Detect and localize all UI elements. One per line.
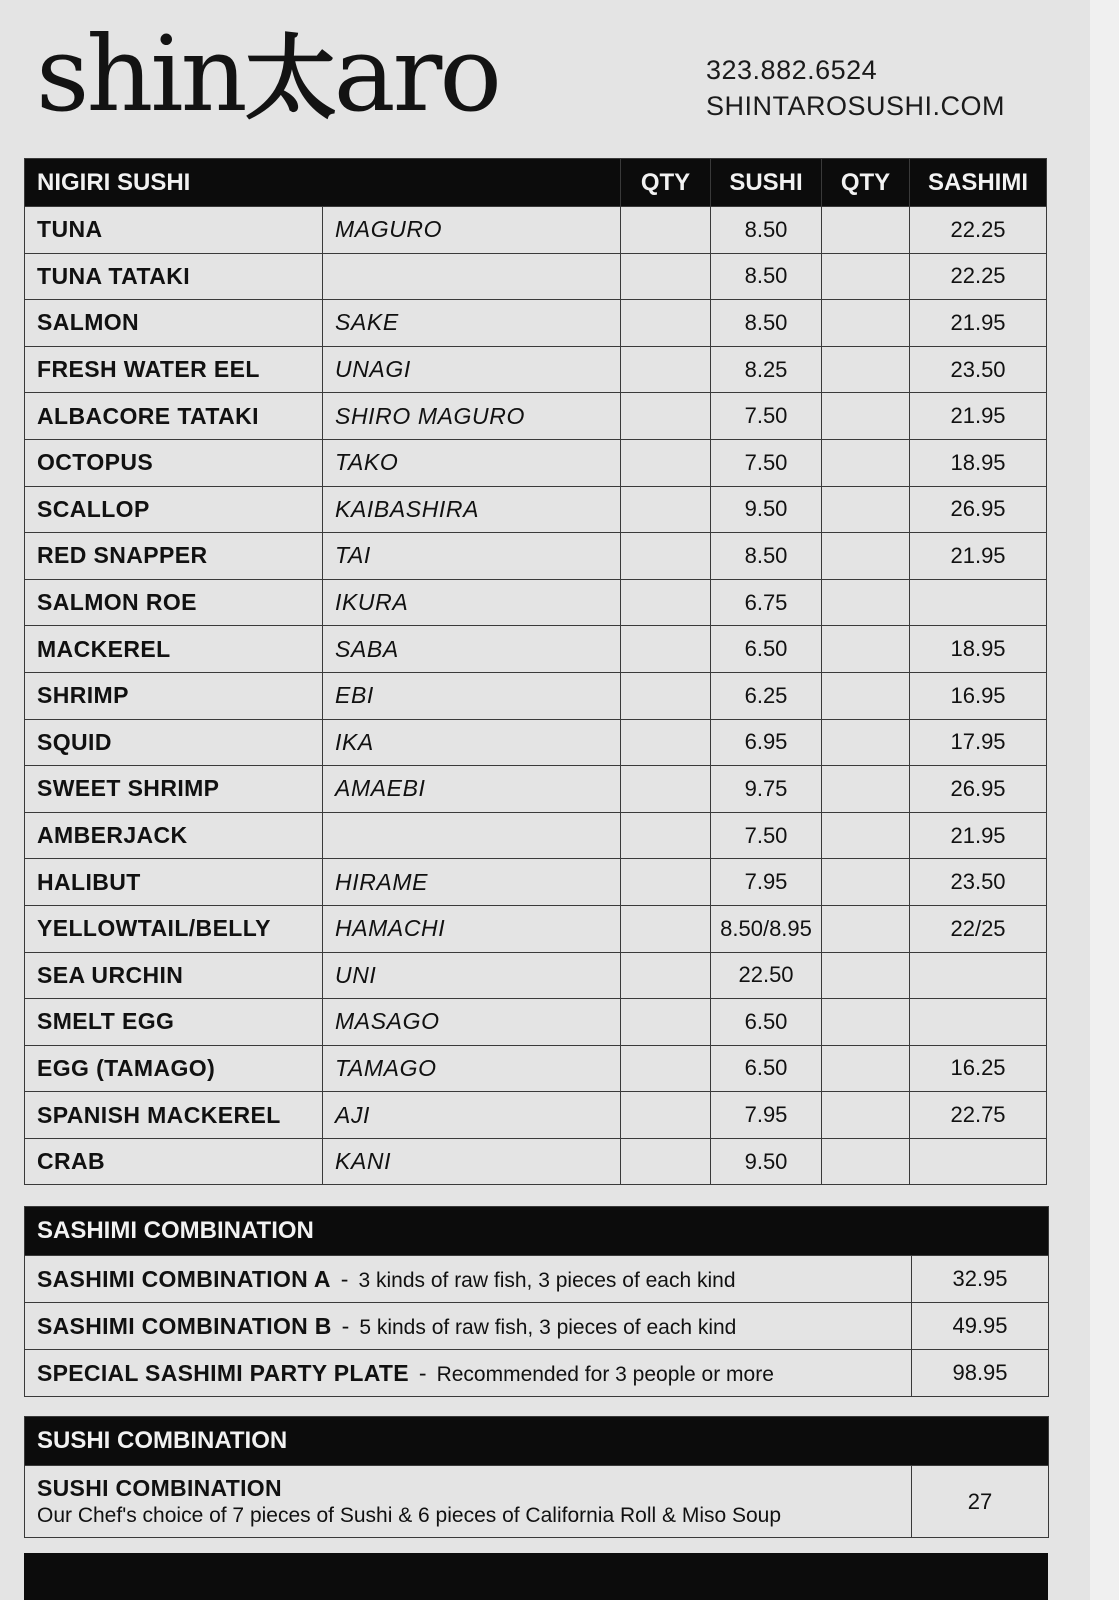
combination-note: 3 kinds of raw fish, 3 pieces of each kind: [358, 1268, 736, 1292]
contact-info: [706, 52, 1005, 124]
sashimi-combination-title: SASHIMI COMBINATION: [25, 1207, 1049, 1256]
sashimi-qty-field[interactable]: [822, 766, 910, 813]
sashimi-qty-field[interactable]: [822, 905, 910, 952]
combination-name: SUSHI COMBINATION: [37, 1475, 282, 1501]
sushi-price: 7.95: [711, 1092, 822, 1139]
sushi-price: 6.95: [711, 719, 822, 766]
sashimi-qty-field[interactable]: [822, 300, 910, 347]
dash-separator: -: [418, 1359, 427, 1386]
sashimi-price-header: SASHIMI: [910, 159, 1047, 207]
sashimi-price: 21.95: [910, 812, 1047, 859]
sashimi-combination-header-row: [25, 1207, 1049, 1256]
sashimi-price: 26.95: [910, 486, 1047, 533]
item-name: SPANISH MACKEREL: [25, 1092, 323, 1139]
combination-description: [25, 1466, 912, 1538]
sushi-price: 9.75: [711, 766, 822, 813]
sashimi-price: 17.95: [910, 719, 1047, 766]
item-japanese-name: KANI: [323, 1138, 621, 1185]
sashimi-price: 21.95: [910, 393, 1047, 440]
sashimi-qty-field[interactable]: [822, 579, 910, 626]
sashimi-qty-field[interactable]: [822, 439, 910, 486]
sashimi-price: 16.95: [910, 672, 1047, 719]
sushi-price: 6.75: [711, 579, 822, 626]
item-name: SMELT EGG: [25, 999, 323, 1046]
nigiri-sushi-table: [24, 158, 1047, 1185]
nigiri-row: [25, 812, 1047, 859]
sashimi-qty-field[interactable]: [822, 393, 910, 440]
item-name: OCTOPUS: [25, 439, 323, 486]
item-japanese-name: KAIBASHIRA: [323, 486, 621, 533]
nigiri-row: [25, 766, 1047, 813]
sushi-qty-field[interactable]: [621, 812, 711, 859]
combination-description: [25, 1256, 912, 1303]
nigiri-row: [25, 952, 1047, 999]
sashimi-price: 21.95: [910, 300, 1047, 347]
combination-description: [25, 1303, 912, 1350]
combination-description: [25, 1350, 912, 1397]
sushi-price: 6.50: [711, 1045, 822, 1092]
sushi-qty-field[interactable]: [621, 859, 711, 906]
combination-note: Recommended for 3 people or more: [436, 1362, 774, 1386]
nigiri-row: [25, 719, 1047, 766]
item-name: AMBERJACK: [25, 812, 323, 859]
sashimi-price: 22.25: [910, 207, 1047, 254]
nigiri-row: [25, 207, 1047, 254]
item-japanese-name: SABA: [323, 626, 621, 673]
sushi-qty-field[interactable]: [621, 719, 711, 766]
sushi-price: 8.50: [711, 253, 822, 300]
sashimi-qty-field[interactable]: [822, 672, 910, 719]
item-japanese-name: UNAGI: [323, 346, 621, 393]
sushi-qty-field[interactable]: [621, 300, 711, 347]
sushi-qty-field[interactable]: [621, 393, 711, 440]
sushi-qty-field[interactable]: [621, 905, 711, 952]
item-japanese-name: MASAGO: [323, 999, 621, 1046]
sashimi-qty-field[interactable]: [822, 533, 910, 580]
nigiri-row: [25, 486, 1047, 533]
sashimi-qty-field[interactable]: [822, 1092, 910, 1139]
sushi-qty-field[interactable]: [621, 486, 711, 533]
item-name: RED SNAPPER: [25, 533, 323, 580]
sashimi-price: [910, 999, 1047, 1046]
sashimi-combination-row: [25, 1350, 1049, 1397]
nigiri-row: [25, 346, 1047, 393]
page-edge: [1090, 0, 1119, 1600]
combination-note: Our Chef's choice of 7 pieces of Sushi & 6 pieces of California Roll & Miso Soup: [37, 1504, 782, 1527]
item-japanese-name: EBI: [323, 672, 621, 719]
combination-price: 27: [912, 1466, 1049, 1538]
combination-name: SPECIAL SASHIMI PARTY PLATE: [37, 1359, 409, 1386]
sashimi-combination-table: [24, 1206, 1049, 1397]
sushi-price: 7.95: [711, 859, 822, 906]
item-japanese-name: HIRAME: [323, 859, 621, 906]
dash-separator: -: [340, 1265, 349, 1292]
sushi-qty-field[interactable]: [621, 579, 711, 626]
sashimi-qty-field[interactable]: [822, 207, 910, 254]
sushi-price: 7.50: [711, 439, 822, 486]
sashimi-price: 16.25: [910, 1045, 1047, 1092]
sashimi-qty-field[interactable]: [822, 253, 910, 300]
sushi-price: 8.50/8.95: [711, 905, 822, 952]
sashimi-qty-field[interactable]: [822, 486, 910, 533]
sushi-qty-field[interactable]: [621, 1138, 711, 1185]
sashimi-qty-field[interactable]: [822, 1138, 910, 1185]
sushi-price: 7.50: [711, 393, 822, 440]
nigiri-row: [25, 439, 1047, 486]
item-name: MACKEREL: [25, 626, 323, 673]
nigiri-row: [25, 579, 1047, 626]
nigiri-title: NIGIRI SUSHI: [25, 159, 621, 207]
sashimi-price: 22.75: [910, 1092, 1047, 1139]
sashimi-price: 22/25: [910, 905, 1047, 952]
logo-text-end: aro: [333, 13, 499, 135]
sushi-qty-field[interactable]: [621, 533, 711, 580]
brand-logo: [36, 13, 499, 135]
next-section-header: [24, 1553, 1048, 1600]
sushi-price: 8.25: [711, 346, 822, 393]
combination-price: 98.95: [912, 1350, 1049, 1397]
sashimi-price: [910, 952, 1047, 999]
sushi-price: 9.50: [711, 1138, 822, 1185]
sushi-price: 8.50: [711, 533, 822, 580]
sushi-price: 22.50: [711, 952, 822, 999]
sashimi-price: 18.95: [910, 626, 1047, 673]
nigiri-row: [25, 393, 1047, 440]
sashimi-price: 21.95: [910, 533, 1047, 580]
sushi-qty-field[interactable]: [621, 766, 711, 813]
sushi-qty-field[interactable]: [621, 999, 711, 1046]
sashimi-price: [910, 579, 1047, 626]
item-name: SCALLOP: [25, 486, 323, 533]
item-japanese-name: AJI: [323, 1092, 621, 1139]
sushi-price: 6.25: [711, 672, 822, 719]
sushi-combination-title: SUSHI COMBINATION: [25, 1417, 1049, 1466]
sushi-price: 6.50: [711, 999, 822, 1046]
item-japanese-name: IKA: [323, 719, 621, 766]
nigiri-row: [25, 859, 1047, 906]
combination-price: 49.95: [912, 1303, 1049, 1350]
sushi-price: 9.50: [711, 486, 822, 533]
sashimi-qty-field[interactable]: [822, 346, 910, 393]
combination-price: 32.95: [912, 1256, 1049, 1303]
item-name: TUNA TATAKI: [25, 253, 323, 300]
nigiri-row: [25, 1138, 1047, 1185]
sashimi-price: 26.95: [910, 766, 1047, 813]
combination-name: SASHIMI COMBINATION A: [37, 1265, 331, 1292]
sashimi-qty-field[interactable]: [822, 859, 910, 906]
sushi-combination-header-row: [25, 1417, 1049, 1466]
sushi-qty-field[interactable]: [621, 1045, 711, 1092]
item-japanese-name: SHIRO MAGURO: [323, 393, 621, 440]
sushi-qty-field[interactable]: [621, 439, 711, 486]
item-japanese-name: TAMAGO: [323, 1045, 621, 1092]
sushi-qty-field[interactable]: [621, 207, 711, 254]
sushi-qty-field[interactable]: [621, 672, 711, 719]
item-japanese-name: [323, 253, 621, 300]
item-name: ALBACORE TATAKI: [25, 393, 323, 440]
item-name: SALMON: [25, 300, 323, 347]
nigiri-row: [25, 626, 1047, 673]
qty-sashimi-header: QTY: [822, 159, 910, 207]
sashimi-combination-row: [25, 1303, 1049, 1350]
nigiri-row: [25, 533, 1047, 580]
sushi-price: 8.50: [711, 300, 822, 347]
logo-kanji: 太: [244, 25, 334, 132]
sushi-qty-field[interactable]: [621, 253, 711, 300]
item-name: EGG (TAMAGO): [25, 1045, 323, 1092]
item-japanese-name: SAKE: [323, 300, 621, 347]
item-name: TUNA: [25, 207, 323, 254]
sashimi-qty-field[interactable]: [822, 626, 910, 673]
sashimi-price: [910, 1138, 1047, 1185]
item-name: HALIBUT: [25, 859, 323, 906]
sushi-combination-row: [25, 1466, 1049, 1538]
phone-number[interactable]: 323.882.6524: [706, 55, 878, 85]
sashimi-qty-field[interactable]: [822, 719, 910, 766]
item-name: SWEET SHRIMP: [25, 766, 323, 813]
logo-text-start: shin: [36, 13, 245, 135]
nigiri-row: [25, 999, 1047, 1046]
sushi-price-header: SUSHI: [711, 159, 822, 207]
item-name: SALMON ROE: [25, 579, 323, 626]
sashimi-qty-field[interactable]: [822, 812, 910, 859]
nigiri-row: [25, 300, 1047, 347]
sushi-price: 6.50: [711, 626, 822, 673]
sashimi-price: 18.95: [910, 439, 1047, 486]
sushi-qty-field[interactable]: [621, 346, 711, 393]
nigiri-row: [25, 1092, 1047, 1139]
sushi-qty-field[interactable]: [621, 1092, 711, 1139]
nigiri-row: [25, 672, 1047, 719]
item-japanese-name: TAKO: [323, 439, 621, 486]
nigiri-row: [25, 905, 1047, 952]
sashimi-qty-field[interactable]: [822, 999, 910, 1046]
item-japanese-name: [323, 812, 621, 859]
item-name: SEA URCHIN: [25, 952, 323, 999]
sushi-qty-field[interactable]: [621, 626, 711, 673]
sashimi-qty-field[interactable]: [822, 1045, 910, 1092]
item-japanese-name: MAGURO: [323, 207, 621, 254]
sashimi-price: 23.50: [910, 346, 1047, 393]
combination-name: SASHIMI COMBINATION B: [37, 1312, 332, 1339]
sashimi-price: 22.25: [910, 253, 1047, 300]
sushi-qty-field[interactable]: [621, 952, 711, 999]
sashimi-combination-row: [25, 1256, 1049, 1303]
sushi-price: 7.50: [711, 812, 822, 859]
item-name: SHRIMP: [25, 672, 323, 719]
item-japanese-name: HAMACHI: [323, 905, 621, 952]
item-name: SQUID: [25, 719, 323, 766]
item-japanese-name: AMAEBI: [323, 766, 621, 813]
sashimi-price: 23.50: [910, 859, 1047, 906]
combination-note: 5 kinds of raw fish, 3 pieces of each kind: [359, 1315, 737, 1339]
dash-separator: -: [341, 1312, 350, 1339]
nigiri-row: [25, 253, 1047, 300]
item-name: CRAB: [25, 1138, 323, 1185]
qty-sushi-header: QTY: [621, 159, 711, 207]
sashimi-qty-field[interactable]: [822, 952, 910, 999]
website-link[interactable]: SHINTAROSUSHI.COM: [706, 91, 1006, 121]
sushi-price: 8.50: [711, 207, 822, 254]
nigiri-row: [25, 1045, 1047, 1092]
item-japanese-name: TAI: [323, 533, 621, 580]
nigiri-header-row: [25, 159, 1047, 207]
item-name: YELLOWTAIL/BELLY: [25, 905, 323, 952]
item-japanese-name: UNI: [323, 952, 621, 999]
sushi-combination-table: [24, 1416, 1049, 1538]
item-japanese-name: IKURA: [323, 579, 621, 626]
item-name: FRESH WATER EEL: [25, 346, 323, 393]
